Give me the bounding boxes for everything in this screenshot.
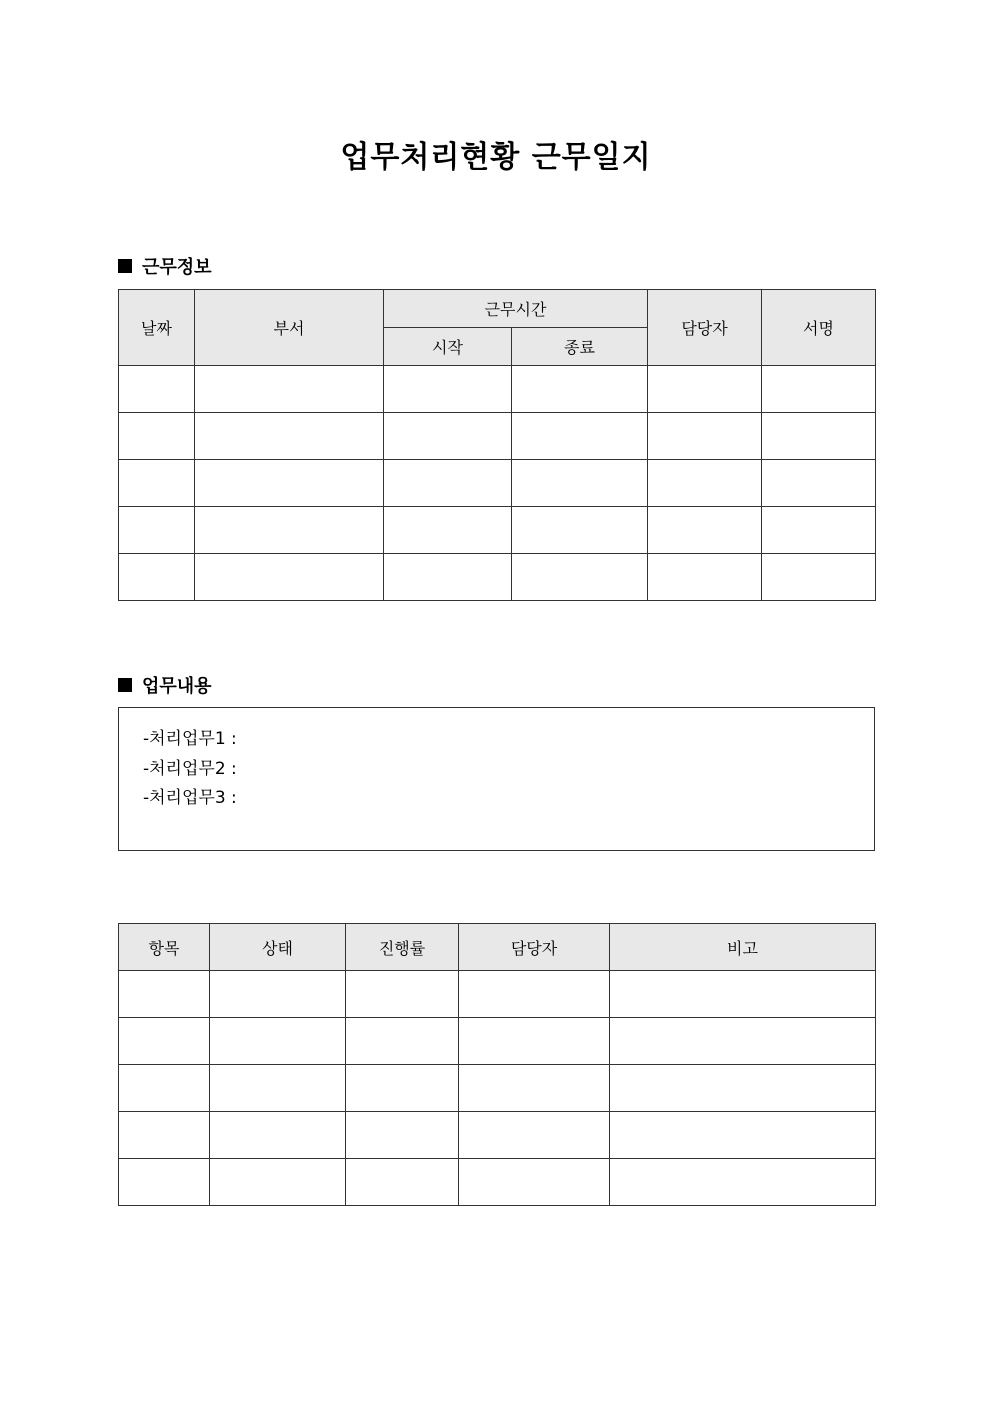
table-cell[interactable] [384, 460, 512, 507]
table-row [119, 507, 876, 554]
table-cell[interactable] [119, 1159, 210, 1206]
table-cell[interactable] [512, 413, 648, 460]
table-cell[interactable] [459, 1018, 610, 1065]
table-cell[interactable] [119, 1065, 210, 1112]
table-cell[interactable] [459, 1112, 610, 1159]
table-cell[interactable] [610, 1112, 876, 1159]
header-manager: 담당자 [459, 924, 610, 971]
table-row [119, 366, 876, 413]
table-cell[interactable] [346, 1159, 459, 1206]
table-cell[interactable] [648, 554, 762, 601]
header-start: 시작 [384, 328, 512, 366]
status-table [118, 923, 876, 1206]
table-cell[interactable] [210, 1018, 346, 1065]
header-end: 종료 [512, 328, 648, 366]
status-table-body [119, 971, 876, 1206]
table-cell[interactable] [648, 507, 762, 554]
task-line-3: -처리업무3 : [143, 788, 237, 808]
table-cell[interactable] [610, 1159, 876, 1206]
table-row [119, 554, 876, 601]
table-row [119, 971, 876, 1018]
table-cell[interactable] [512, 366, 648, 413]
table-row [119, 460, 876, 507]
table-cell[interactable] [384, 366, 512, 413]
table-cell[interactable] [459, 1159, 610, 1206]
table-cell[interactable] [210, 1065, 346, 1112]
header-item: 항목 [119, 924, 210, 971]
work-info-table-body [119, 366, 876, 601]
header-progress: 진행률 [346, 924, 459, 971]
table-cell[interactable] [762, 554, 876, 601]
table-cell[interactable] [512, 507, 648, 554]
table-cell[interactable] [119, 1112, 210, 1159]
table-cell[interactable] [346, 1112, 459, 1159]
section-work-content-label: 업무내용 [142, 676, 212, 697]
table-cell[interactable] [119, 366, 195, 413]
table-cell[interactable] [210, 1159, 346, 1206]
table-cell[interactable] [195, 413, 384, 460]
table-cell[interactable] [459, 1065, 610, 1112]
square-bullet-icon [118, 678, 132, 692]
table-cell[interactable] [610, 1018, 876, 1065]
header-signature: 서명 [762, 290, 876, 366]
work-info-table [118, 289, 876, 601]
table-cell[interactable] [346, 971, 459, 1018]
table-cell[interactable] [195, 366, 384, 413]
table-cell[interactable] [119, 971, 210, 1018]
table-cell[interactable] [762, 507, 876, 554]
table-cell[interactable] [610, 1065, 876, 1112]
table-cell[interactable] [346, 1065, 459, 1112]
table-row [119, 1018, 876, 1065]
table-cell[interactable] [648, 413, 762, 460]
section-work-info-label: 근무정보 [142, 257, 212, 278]
table-cell[interactable] [512, 460, 648, 507]
table-cell[interactable] [762, 366, 876, 413]
table-cell[interactable] [512, 554, 648, 601]
table-cell[interactable] [384, 507, 512, 554]
table-cell[interactable] [648, 366, 762, 413]
table-cell[interactable] [346, 1018, 459, 1065]
square-bullet-icon [118, 259, 132, 273]
section-work-info-heading [118, 253, 212, 279]
header-date: 날짜 [119, 290, 195, 366]
table-cell[interactable] [195, 554, 384, 601]
table-cell[interactable] [210, 971, 346, 1018]
table-cell[interactable] [119, 1018, 210, 1065]
table-cell[interactable] [762, 413, 876, 460]
header-remarks: 비고 [610, 924, 876, 971]
table-cell[interactable] [195, 507, 384, 554]
table-cell[interactable] [384, 554, 512, 601]
header-status: 상태 [210, 924, 346, 971]
table-row [119, 413, 876, 460]
task-line-2: -처리업무2 : [143, 759, 237, 779]
table-cell[interactable] [195, 460, 384, 507]
table-cell[interactable] [384, 413, 512, 460]
table-cell[interactable] [119, 460, 195, 507]
page-title: 업무처리현황 근무일지 [340, 140, 652, 175]
table-cell[interactable] [119, 554, 195, 601]
header-manager: 담당자 [648, 290, 762, 366]
work-content-box[interactable] [118, 707, 875, 851]
header-dept: 부서 [195, 290, 384, 366]
table-cell[interactable] [459, 971, 610, 1018]
table-cell[interactable] [762, 460, 876, 507]
table-row [119, 1065, 876, 1112]
table-row [119, 1159, 876, 1206]
table-cell[interactable] [119, 507, 195, 554]
task-line-1: -처리업무1 : [143, 729, 237, 749]
table-cell[interactable] [648, 460, 762, 507]
header-work-time: 근무시간 [384, 290, 648, 328]
table-row [119, 1112, 876, 1159]
table-cell[interactable] [610, 971, 876, 1018]
section-work-content-heading [118, 672, 212, 698]
table-cell[interactable] [210, 1112, 346, 1159]
table-cell[interactable] [119, 413, 195, 460]
